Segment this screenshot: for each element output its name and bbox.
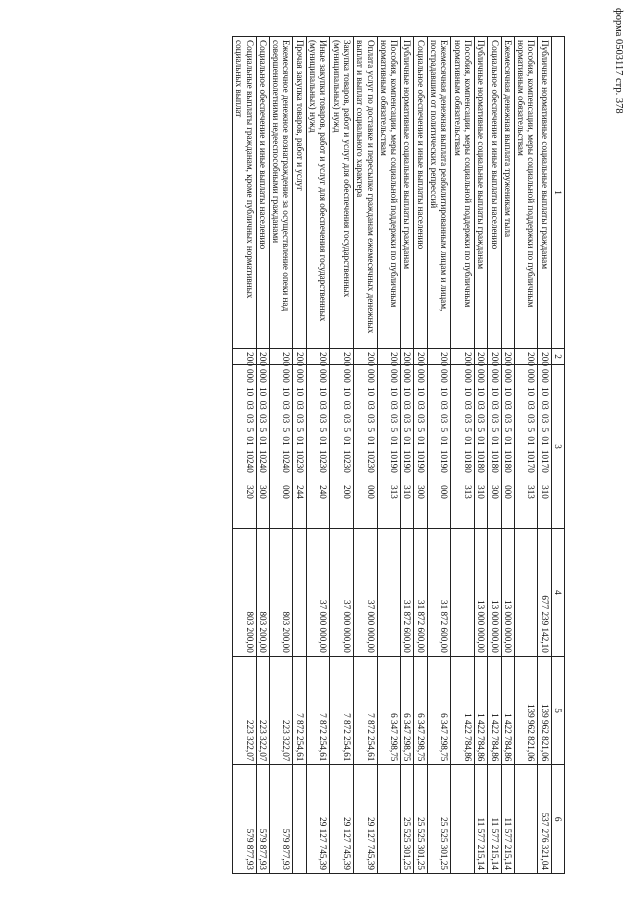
row-executed-amount-cell: 1 422 784,86 (451, 656, 475, 765)
row-name-cell: Публичные нормативные социальные выплаты гражданам (474, 37, 487, 349)
row-unexecuted-amount-cell: 11 577 215,14 (488, 765, 501, 874)
row-approved-amount-cell: 13 000 000,00 (501, 529, 514, 657)
budget-classification-code: 000 10 03 03 5 01 10240 (281, 369, 292, 473)
row-approved-amount-cell: 677 239 142,10 (538, 529, 551, 657)
row-budget-code-cell (232, 365, 256, 529)
row-unexecuted-amount-cell: 29 127 745,39 (330, 765, 354, 874)
expense-type-code: 310 (476, 485, 487, 499)
row-executed-amount-cell: 7 872 254,61 (353, 656, 377, 765)
column-header-3: 3 (551, 365, 564, 529)
budget-classification-code: 000 10 03 03 5 01 10190 (402, 369, 413, 473)
row-budget-code-cell (501, 365, 514, 529)
row-approved-amount-cell: 37 000 000,00 (306, 529, 330, 657)
table-row (306, 37, 330, 874)
row-budget-code-cell (474, 365, 487, 529)
table-row (538, 37, 551, 874)
row-unexecuted-amount-cell (293, 765, 306, 874)
row-line-code-cell: 200 (330, 349, 354, 365)
row-line-code-cell: 200 (377, 349, 401, 365)
row-unexecuted-amount-cell (514, 765, 538, 874)
row-budget-code-cell (401, 365, 414, 529)
row-approved-amount-cell (377, 529, 401, 657)
table-row (232, 37, 256, 874)
row-line-code-cell: 200 (488, 349, 501, 365)
expense-type-code: 313 (526, 485, 537, 499)
row-executed-amount-cell: 6 347 298,75 (377, 656, 401, 765)
table-row (377, 37, 401, 874)
budget-classification-code: 000 10 03 03 5 01 10170 (526, 369, 537, 473)
row-budget-code-cell (377, 365, 401, 529)
row-budget-code-cell (269, 365, 293, 529)
row-line-code-cell: 200 (306, 349, 330, 365)
row-executed-amount-cell: 1 422 784,86 (501, 656, 514, 765)
expense-type-code: 310 (539, 485, 550, 499)
expense-type-code: 313 (389, 485, 400, 499)
row-budget-code-cell (488, 365, 501, 529)
budget-classification-code: 000 10 03 03 5 01 10190 (439, 369, 450, 473)
table-row (330, 37, 354, 874)
row-executed-amount-cell: 223 322,07 (269, 656, 293, 765)
expense-type-code: 000 (365, 485, 376, 499)
row-name-cell: Публичные нормативные социальные выплаты гражданам (538, 37, 551, 349)
row-approved-amount-cell: 803 200,00 (232, 529, 256, 657)
row-unexecuted-amount-cell: 537 276 321,04 (538, 765, 551, 874)
table-row (353, 37, 377, 874)
row-line-code-cell: 200 (256, 349, 269, 365)
row-executed-amount-cell: 139 962 821,06 (514, 656, 538, 765)
row-executed-amount-cell: 139 962 821,06 (538, 656, 551, 765)
table-row (401, 37, 414, 874)
row-budget-code-cell (538, 365, 551, 529)
row-line-code-cell: 200 (474, 349, 487, 365)
row-budget-code-cell (451, 365, 475, 529)
row-approved-amount-cell: 13 000 000,00 (474, 529, 487, 657)
budget-classification-code: 000 10 03 03 5 01 10190 (415, 369, 426, 473)
row-unexecuted-amount-cell: 579 877,93 (256, 765, 269, 874)
row-line-code-cell: 200 (401, 349, 414, 365)
row-name-cell: Ежемесячная денежная выплата реабилитированным лицам и лицам, пострадавшим от политических репрессий (427, 37, 451, 349)
row-budget-code-cell (353, 365, 377, 529)
row-budget-code-cell (414, 365, 427, 529)
row-approved-amount-cell: 37 000 000,00 (330, 529, 354, 657)
row-name-cell: Ежемесячное денежное вознаграждение за осуществление опеки над совершеннолетними недееспособными гражданами (269, 37, 293, 349)
row-approved-amount-cell: 31 872 600,00 (401, 529, 414, 657)
column-header-2: 2 (551, 349, 564, 365)
table-row (293, 37, 306, 874)
row-line-code-cell: 200 (414, 349, 427, 365)
row-approved-amount-cell (451, 529, 475, 657)
row-unexecuted-amount-cell: 11 577 215,14 (501, 765, 514, 874)
row-name-cell: Публичные нормативные социальные выплаты гражданам (401, 37, 414, 349)
budget-classification-code: 000 10 03 03 5 01 10180 (489, 369, 500, 473)
expense-type-code: 300 (415, 485, 426, 499)
row-name-cell: Пособия, компенсации, меры социальной поддержки по публичным нормативным обязательствам (514, 37, 538, 349)
row-name-cell: Пособия, компенсации, меры социальной поддержки по публичным нормативным обязательствам (451, 37, 475, 349)
row-budget-code-cell (306, 365, 330, 529)
row-line-code-cell: 200 (451, 349, 475, 365)
expense-type-code: 000 (281, 485, 292, 499)
row-executed-amount-cell: 6 347 298,75 (401, 656, 414, 765)
row-budget-code-cell (256, 365, 269, 529)
row-name-cell: Прочая закупка товаров, работ и услуг (293, 37, 306, 349)
row-unexecuted-amount-cell: 579 877,93 (269, 765, 293, 874)
row-name-cell: Иные закупки товаров, работ и услуг для обеспечения государственных (муниципальных) нужд (306, 37, 330, 349)
row-name-cell: Оплата услуг по доставке и пересылке гражданам ежемесячных денежных выплат и выплат социального характера (353, 37, 377, 349)
budget-classification-code: 000 10 03 03 5 01 10180 (502, 369, 513, 473)
table-row (488, 37, 501, 874)
row-name-cell: Пособия, компенсации, меры социальной поддержки по публичным нормативным обязательствам (377, 37, 401, 349)
row-unexecuted-amount-cell: 29 127 745,39 (306, 765, 330, 874)
table-row (501, 37, 514, 874)
column-header-1: 1 (551, 37, 564, 349)
row-unexecuted-amount-cell (377, 765, 401, 874)
budget-execution-table (232, 36, 565, 874)
table-row (427, 37, 451, 874)
row-unexecuted-amount-cell: 25 525 301,25 (427, 765, 451, 874)
budget-classification-code: 000 10 03 03 5 01 10230 (294, 369, 305, 473)
row-executed-amount-cell: 6 347 298,75 (414, 656, 427, 765)
budget-classification-code: 000 10 03 03 5 01 10230 (341, 369, 352, 473)
table-row (514, 37, 538, 874)
form-reference: форма 0503117 стр. 378 (613, 8, 624, 114)
row-executed-amount-cell: 6 347 298,75 (427, 656, 451, 765)
row-budget-code-cell (330, 365, 354, 529)
row-line-code-cell: 200 (501, 349, 514, 365)
row-approved-amount-cell: 31 872 600,00 (414, 529, 427, 657)
row-executed-amount-cell: 223 322,07 (256, 656, 269, 765)
table-body (232, 37, 551, 874)
row-unexecuted-amount-cell: 579 877,93 (232, 765, 256, 874)
row-line-code-cell: 200 (427, 349, 451, 365)
row-executed-amount-cell: 7 872 254,61 (306, 656, 330, 765)
budget-classification-code: 000 10 03 03 5 01 10240 (244, 369, 255, 473)
budget-classification-code: 000 10 03 03 5 01 10180 (476, 369, 487, 473)
expense-type-code: 200 (341, 485, 352, 499)
row-unexecuted-amount-cell (451, 765, 475, 874)
row-line-code-cell: 200 (269, 349, 293, 365)
expense-type-code: 310 (402, 485, 413, 499)
expense-type-code: 313 (462, 485, 473, 499)
budget-classification-code: 000 10 03 03 5 01 10180 (462, 369, 473, 473)
row-name-cell: Социальное обеспечение и иные выплаты населению (256, 37, 269, 349)
row-line-code-cell: 200 (538, 349, 551, 365)
budget-classification-code: 000 10 03 03 5 01 10190 (389, 369, 400, 473)
table-header (551, 37, 564, 874)
row-line-code-cell: 200 (514, 349, 538, 365)
expense-type-code: 000 (502, 485, 513, 499)
row-budget-code-cell (514, 365, 538, 529)
budget-classification-code: 000 10 03 03 5 01 10230 (318, 369, 329, 473)
column-header-4: 4 (551, 529, 564, 657)
table-row (256, 37, 269, 874)
row-approved-amount-cell (514, 529, 538, 657)
budget-classification-code: 000 10 03 03 5 01 10240 (257, 369, 268, 473)
row-approved-amount-cell: 803 200,00 (256, 529, 269, 657)
row-line-code-cell: 200 (232, 349, 256, 365)
row-name-cell: Социальное обеспечение и иные выплаты населению (488, 37, 501, 349)
rotated-report-table (65, 36, 565, 874)
expense-type-code: 000 (439, 485, 450, 499)
row-name-cell: Социальное обеспечение и иные выплаты населению (414, 37, 427, 349)
budget-classification-code: 000 10 03 03 5 01 10230 (365, 369, 376, 473)
row-budget-code-cell (293, 365, 306, 529)
row-executed-amount-cell: 7 872 254,61 (293, 656, 306, 765)
row-approved-amount-cell (293, 529, 306, 657)
expense-type-code: 300 (489, 485, 500, 499)
row-unexecuted-amount-cell: 11 577 215,14 (474, 765, 487, 874)
row-executed-amount-cell: 1 422 784,86 (488, 656, 501, 765)
table-row (451, 37, 475, 874)
row-unexecuted-amount-cell: 25 525 301,25 (401, 765, 414, 874)
row-budget-code-cell (427, 365, 451, 529)
table-row (474, 37, 487, 874)
row-executed-amount-cell: 7 872 254,61 (330, 656, 354, 765)
row-unexecuted-amount-cell: 25 525 301,25 (414, 765, 427, 874)
row-approved-amount-cell: 31 872 600,00 (427, 529, 451, 657)
row-name-cell: Ежемесячная денежная выплата труженикам тыла (501, 37, 514, 349)
table-row (269, 37, 293, 874)
row-approved-amount-cell: 37 000 000,00 (353, 529, 377, 657)
row-approved-amount-cell: 803 200,00 (269, 529, 293, 657)
row-executed-amount-cell: 1 422 784,86 (474, 656, 487, 765)
expense-type-code: 240 (318, 485, 329, 499)
expense-type-code: 320 (244, 485, 255, 499)
row-line-code-cell: 200 (353, 349, 377, 365)
row-unexecuted-amount-cell: 29 127 745,39 (353, 765, 377, 874)
row-executed-amount-cell: 223 322,07 (232, 656, 256, 765)
column-header-6: 6 (551, 765, 564, 874)
row-name-cell: Социальные выплаты гражданам, кроме публичных нормативных социальных выплат (232, 37, 256, 349)
expense-type-code: 300 (257, 485, 268, 499)
expense-type-code: 244 (294, 485, 305, 499)
budget-classification-code: 000 10 03 03 5 01 10170 (539, 369, 550, 473)
row-approved-amount-cell: 13 000 000,00 (488, 529, 501, 657)
column-header-5: 5 (551, 656, 564, 765)
row-line-code-cell: 200 (293, 349, 306, 365)
table-row (414, 37, 427, 874)
row-name-cell: Закупка товаров, работ и услуг для обеспечения государственных (муниципальных) нужд (330, 37, 354, 349)
